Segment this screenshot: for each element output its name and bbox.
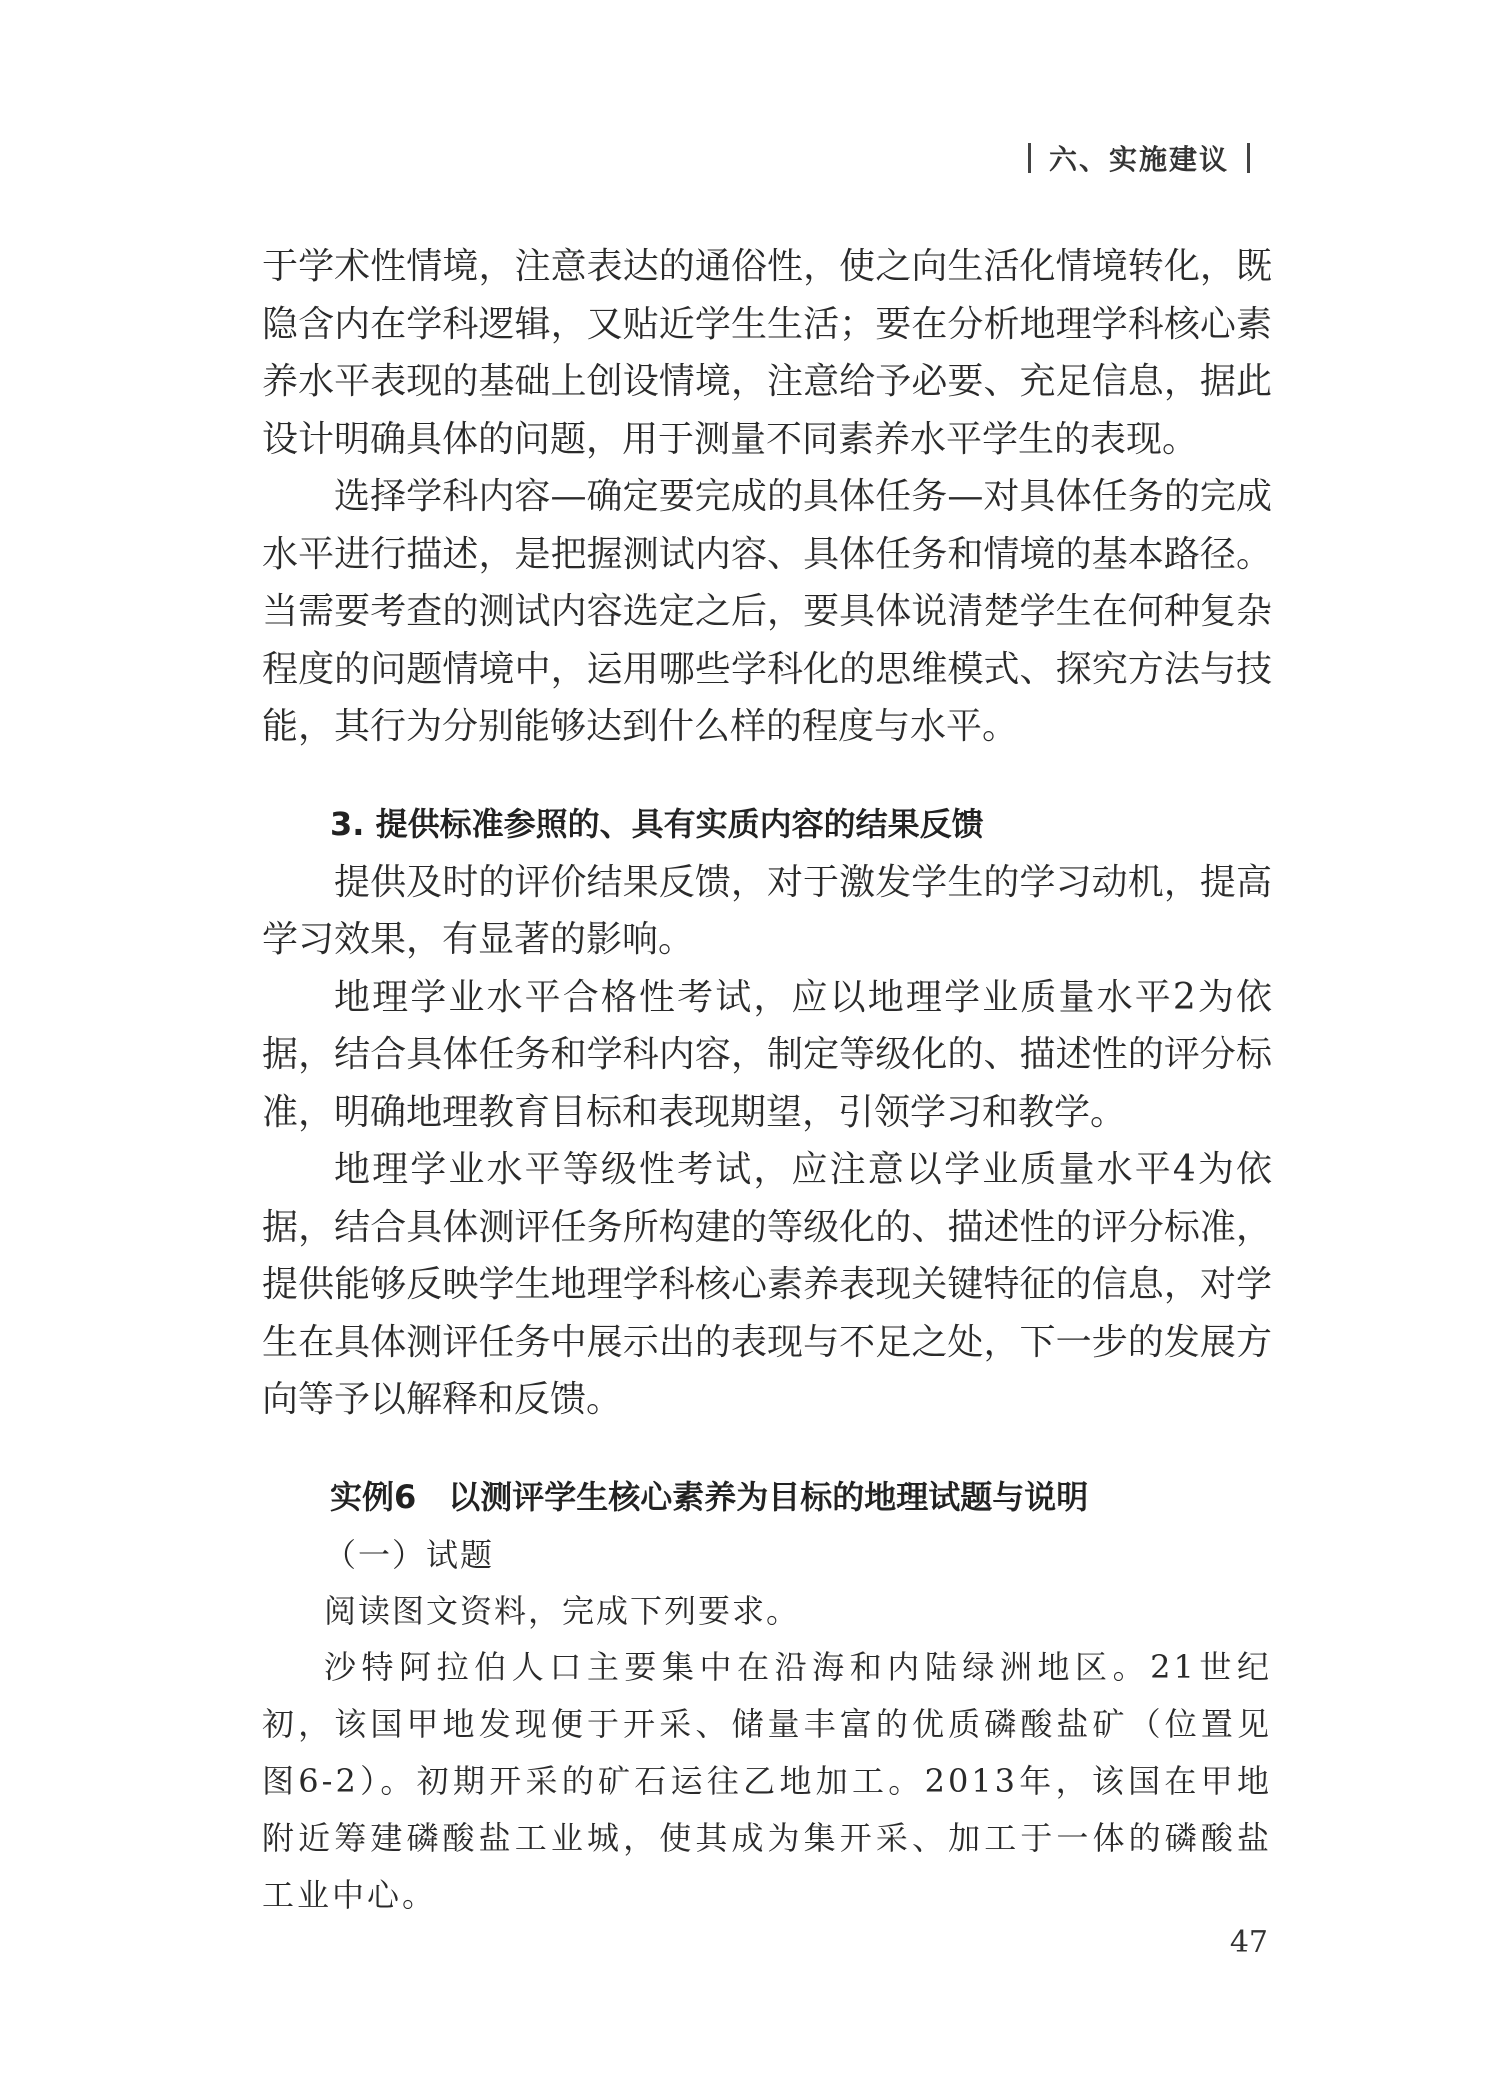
section-title: 六、实施建议 xyxy=(1048,143,1229,176)
header-divider xyxy=(1028,143,1031,173)
example-heading: 实例6 以测评学生核心素养为目标的地理试题与说明 xyxy=(330,1477,1089,1516)
paragraph-graded-exam: 地理学业水平等级性考试，应注意以学业质量水平4为依据，结合具体测评任务所构建的等级化的、描述性的评分标准，提供能够反映学生地理学科核心素养表现关键特征的信息，对学生在具体测评任务中展示出的表现与不足之处，下一步的发展方向等予以解释和反馈。 xyxy=(262,1149,1272,1420)
paragraph-feedback: 提供及时的评价结果反馈，对于激发学生的学习动机，提高学习效果，有显著的影响。 xyxy=(262,861,1272,960)
sub-heading-questions: （一）试题 xyxy=(324,1535,495,1574)
question-material: 沙特阿拉伯人口主要集中在沿海和内陆绿洲地区。21世纪初，该国甲地发现便于开采、储量丰富的优质磷酸盐矿（位置见图6-2）。初期开采的矿石运往乙地加工。2013年，该国在甲地附近筹建磷酸盐工业城，使其成为集开采、加工于一体的磷酸盐工业中心。 xyxy=(262,1647,1272,1914)
paragraph-continuation: 于学术性情境，注意表达的通俗性，使之向生活化情境转化，既隐含内在学科逻辑，又贴近学生生活；要在分析地理学科核心素养水平表现的基础上创设情境，注意给予必要、充足信息，据此设计明确具体的问题，用于测量不同素养水平学生的表现。 xyxy=(262,246,1272,460)
header-divider xyxy=(1247,143,1250,173)
paragraph-assessment-path: 选择学科内容—确定要完成的具体任务—对具体任务的完成水平进行描述，是把握测试内容、具体任务和情境的基本路径。当需要考查的测试内容选定之后，要具体说清楚学生在何种复杂程度的问题情境中，运用哪些学科化的思维模式、探究方法与技能，其行为分别能够达到什么样的程度与水平。 xyxy=(262,476,1272,747)
page-number: 47 xyxy=(1229,1925,1268,1960)
question-instruction: 阅读图文资料，完成下列要求。 xyxy=(324,1591,801,1630)
main-text xyxy=(262,238,1272,1924)
section-heading-3: 3. 提供标准参照的、具有实质内容的结果反馈 xyxy=(330,804,984,843)
running-header xyxy=(1010,138,1268,178)
paragraph-qualification-exam: 地理学业水平合格性考试，应以地理学业质量水平2为依据，结合具体任务和学科内容，制定等级化的、描述性的评分标准，明确地理教育目标和表现期望，引领学习和教学。 xyxy=(262,976,1272,1133)
